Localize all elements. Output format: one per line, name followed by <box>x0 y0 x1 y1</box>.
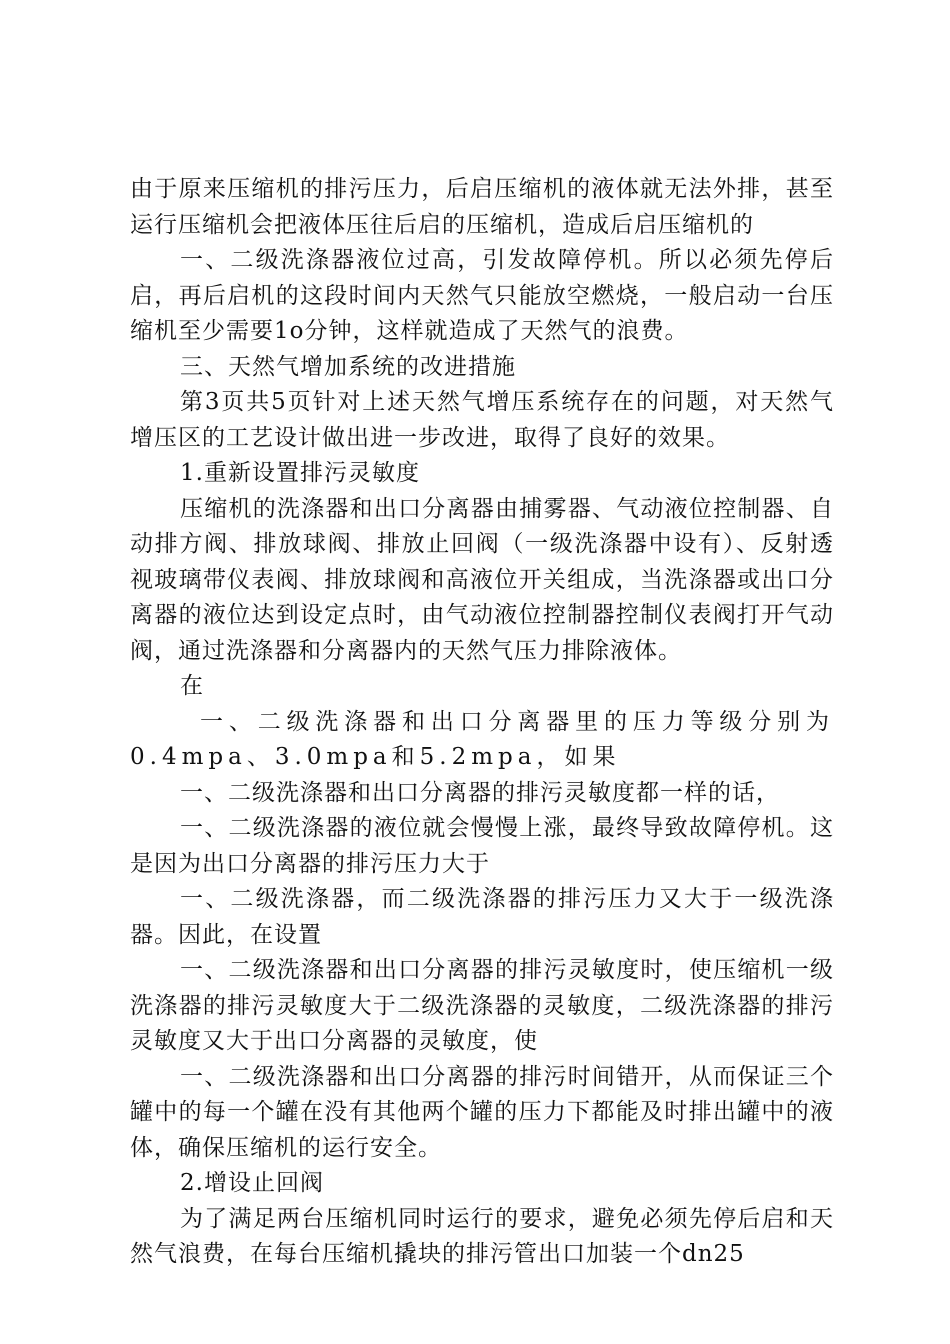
paragraph-10: 一、二级洗涤器的液位就会慢慢上涨，最终导致故障停机。这是因为出口分离器的排污压力大于 <box>130 815 834 877</box>
paragraph-12: 一、二级洗涤器和出口分离器的排污灵敏度时，使压缩机一级洗涤器的排污灵敏度大于二级洗涤器的灵敏度，二级洗涤器的排污灵敏度又大于出口分离器的灵敏度，使 <box>130 957 834 1054</box>
paragraph-2: 一、二级洗涤器液位过高，引发故障停机。所以必须先停后启，再后启机的这段时间内天然气只能放空燃烧，一般启动一台压缩机至少需要1o分钟，这样就造成了天然气的浪费。 <box>130 247 834 344</box>
paragraph-1: 由于原来压缩机的排污压力，后启压缩机的液体就无法外排，甚至运行压缩机会把液体压往后启的压缩机，造成后启压缩机的 <box>130 176 834 238</box>
subheading-1: 1.重新设置排污灵敏度 <box>180 460 420 486</box>
section-heading: 三、天然气增加系统的改进措施 <box>180 353 516 380</box>
paragraph-15: 为了满足两台压缩机同时运行的要求，避免必须先停后启和天然气浪费，在每台压缩机撬块的排污管出口加装一个dn25 <box>130 1205 834 1267</box>
paragraph-7: 在 <box>180 673 204 699</box>
paragraph-11: 一、二级洗涤器，而二级洗涤器的排污压力又大于一级洗涤器。因此，在设置 <box>130 886 834 948</box>
paragraph-13: 一、二级洗涤器和出口分离器的排污时间错开，从而保证三个罐中的每一个罐在没有其他两个罐的压力下都能及时排出罐中的液体，确保压缩机的运行安全。 <box>130 1063 834 1161</box>
paragraph-6: 压缩机的洗涤器和出口分离器由捕雾器、气动液位控制器、自动排方阀、排放球阀、排放止回阀（一级洗涤器中设有）、反射透视玻璃带仪表阀、排放球阀和高液位开关组成，当洗涤器或出口分离器的液位达到设定点时，由气动液位控制器控制仪表阀打开气动阀，通过洗涤器和分离器内的天然气压力排除液体。 <box>130 495 834 664</box>
paragraph-4: 第3页共5页针对上述天然气增压系统存在的问题，对天然气增压区的工艺设计做出进一步改进，取得了良好的效果。 <box>130 389 834 451</box>
document-body <box>130 172 834 1273</box>
paragraph-9: 一、二级洗涤器和出口分离器的排污灵敏度都一样的话， <box>180 779 780 806</box>
subheading-2: 2.增设止回阀 <box>180 1170 324 1196</box>
paragraph-8: 一、二级洗涤器和出口分离器里的压力等级分别为0.4mpa、3.0mpa和5.2mpa，如果 <box>130 708 834 770</box>
